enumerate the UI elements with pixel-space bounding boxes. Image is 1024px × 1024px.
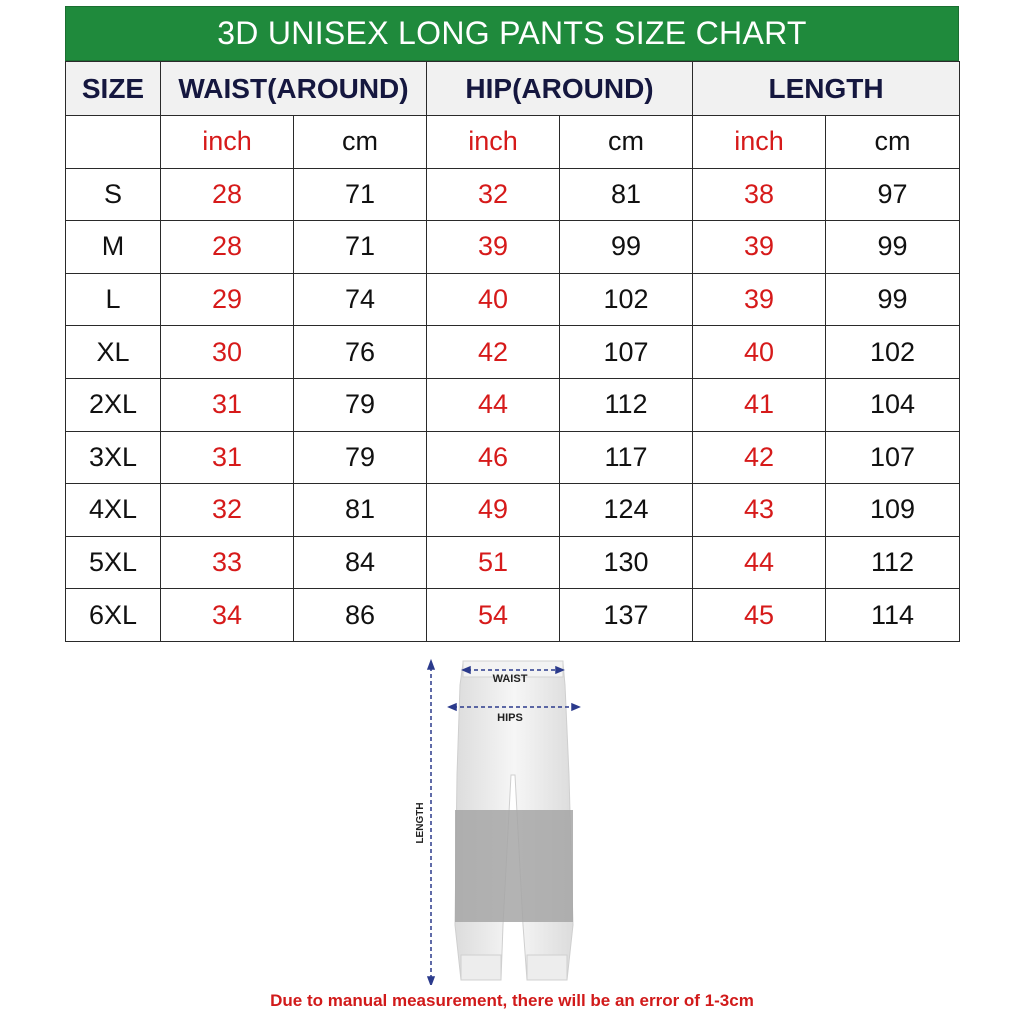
size-cell: 6XL <box>66 589 161 642</box>
waist-cm-cell: 74 <box>294 273 427 326</box>
unit-waist-cm: cm <box>294 116 427 169</box>
length-inch-cell: 39 <box>693 221 826 274</box>
table-row <box>66 326 960 379</box>
hip-inch-cell: 42 <box>427 326 560 379</box>
waist-inch-cell: 29 <box>161 273 294 326</box>
table-row <box>66 221 960 274</box>
length-inch-cell: 42 <box>693 431 826 484</box>
unit-row <box>66 116 960 169</box>
hip-cm-cell: 107 <box>560 326 693 379</box>
length-cm-cell: 97 <box>826 168 960 221</box>
hip-inch-cell: 51 <box>427 536 560 589</box>
waist-cm-cell: 86 <box>294 589 427 642</box>
length-inch-cell: 39 <box>693 273 826 326</box>
waist-inch-cell: 28 <box>161 168 294 221</box>
hip-cm-cell: 124 <box>560 484 693 537</box>
length-inch-cell: 41 <box>693 378 826 431</box>
length-cm-cell: 99 <box>826 221 960 274</box>
header-length: LENGTH <box>693 62 960 116</box>
length-cm-cell: 107 <box>826 431 960 484</box>
length-inch-cell: 45 <box>693 589 826 642</box>
size-cell: S <box>66 168 161 221</box>
length-inch-cell: 43 <box>693 484 826 537</box>
size-cell: 5XL <box>66 536 161 589</box>
hip-cm-cell: 130 <box>560 536 693 589</box>
hip-inch-cell: 32 <box>427 168 560 221</box>
waist-inch-cell: 31 <box>161 378 294 431</box>
size-cell: M <box>66 221 161 274</box>
waist-cm-cell: 79 <box>294 378 427 431</box>
waist-inch-cell: 34 <box>161 589 294 642</box>
size-rows <box>66 168 960 641</box>
table-row <box>66 431 960 484</box>
length-cm-cell: 99 <box>826 273 960 326</box>
header-row <box>66 62 960 116</box>
size-cell: 2XL <box>66 378 161 431</box>
header-hip: HIP(AROUND) <box>427 62 693 116</box>
table-row <box>66 273 960 326</box>
pants-illustration <box>405 655 605 985</box>
unit-waist-inch: inch <box>161 116 294 169</box>
waist-inch-cell: 33 <box>161 536 294 589</box>
waist-cm-cell: 71 <box>294 221 427 274</box>
unit-length-cm: cm <box>826 116 960 169</box>
length-inch-cell: 38 <box>693 168 826 221</box>
length-inch-cell: 40 <box>693 326 826 379</box>
hip-cm-cell: 81 <box>560 168 693 221</box>
unit-hip-inch: inch <box>427 116 560 169</box>
length-inch-cell: 44 <box>693 536 826 589</box>
table-row <box>66 536 960 589</box>
hips-label: HIPS <box>497 712 523 724</box>
table-row <box>66 378 960 431</box>
length-cm-cell: 112 <box>826 536 960 589</box>
header-size: SIZE <box>66 62 161 116</box>
size-table <box>65 61 960 642</box>
unit-hip-cm: cm <box>560 116 693 169</box>
waist-inch-cell: 31 <box>161 431 294 484</box>
unit-length-inch: inch <box>693 116 826 169</box>
size-cell: XL <box>66 326 161 379</box>
header-waist: WAIST(AROUND) <box>161 62 427 116</box>
hip-inch-cell: 54 <box>427 589 560 642</box>
hip-cm-cell: 137 <box>560 589 693 642</box>
hip-cm-cell: 112 <box>560 378 693 431</box>
chart-title: 3D UNISEX LONG PANTS SIZE CHART <box>65 6 959 61</box>
length-arrow-icon <box>428 661 434 985</box>
hip-inch-cell: 46 <box>427 431 560 484</box>
table-row <box>66 589 960 642</box>
table-row <box>66 168 960 221</box>
size-cell: 4XL <box>66 484 161 537</box>
hip-cm-cell: 99 <box>560 221 693 274</box>
hip-cm-cell: 102 <box>560 273 693 326</box>
length-cm-cell: 114 <box>826 589 960 642</box>
hip-inch-cell: 40 <box>427 273 560 326</box>
waist-cm-cell: 71 <box>294 168 427 221</box>
pants-icon <box>455 661 573 980</box>
measurement-note: Due to manual measurement, there will be an error of 1-3cm <box>270 991 754 1010</box>
waist-inch-cell: 30 <box>161 326 294 379</box>
size-chart <box>65 6 959 642</box>
table-row <box>66 484 960 537</box>
waist-cm-cell: 81 <box>294 484 427 537</box>
length-cm-cell: 104 <box>826 378 960 431</box>
length-cm-cell: 102 <box>826 326 960 379</box>
size-cell: 3XL <box>66 431 161 484</box>
size-cell: L <box>66 273 161 326</box>
waist-cm-cell: 79 <box>294 431 427 484</box>
waist-inch-cell: 28 <box>161 221 294 274</box>
length-cm-cell: 109 <box>826 484 960 537</box>
unit-blank <box>66 116 161 169</box>
hip-inch-cell: 39 <box>427 221 560 274</box>
waist-label: WAIST <box>492 673 528 685</box>
waist-inch-cell: 32 <box>161 484 294 537</box>
waist-cm-cell: 76 <box>294 326 427 379</box>
length-label: LENGTH <box>415 802 426 844</box>
hip-inch-cell: 49 <box>427 484 560 537</box>
hip-cm-cell: 117 <box>560 431 693 484</box>
hip-inch-cell: 44 <box>427 378 560 431</box>
waist-cm-cell: 84 <box>294 536 427 589</box>
